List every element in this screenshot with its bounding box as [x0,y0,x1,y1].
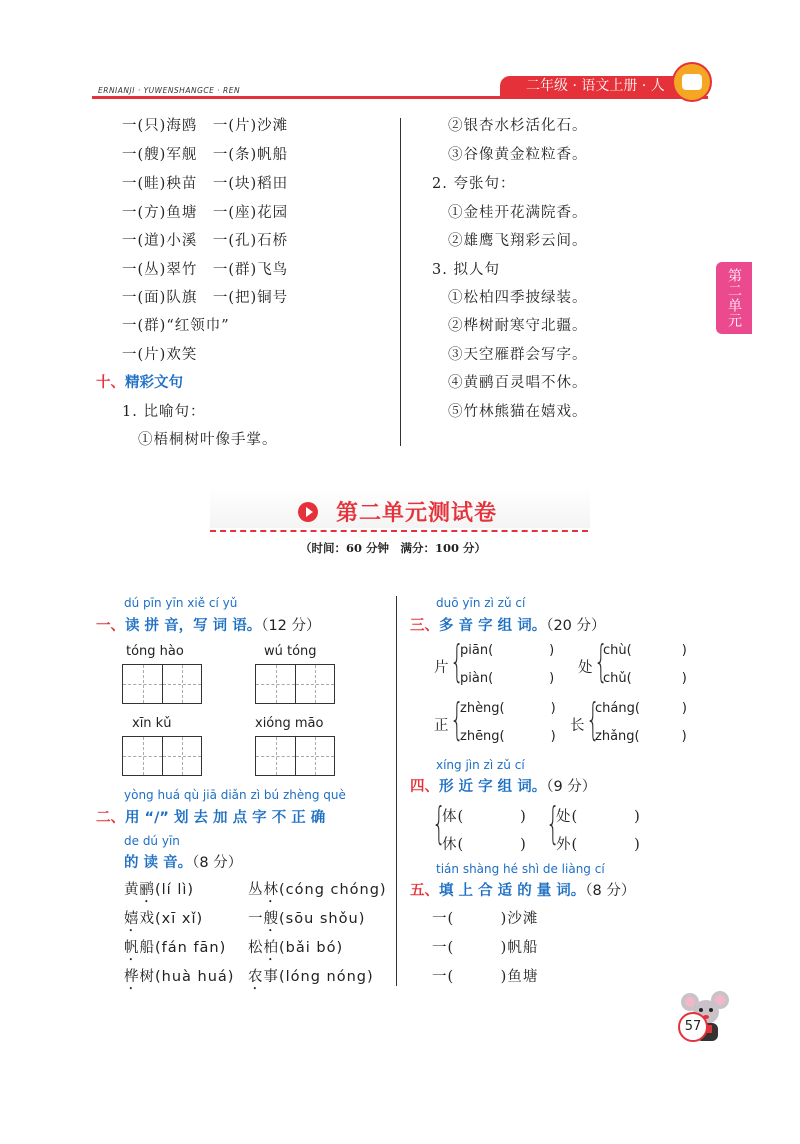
q3-reading[interactable]: zhēng( ) [460,729,556,744]
q2-item[interactable]: 松柏(bǎi bó) [248,940,344,956]
q2-score: （8 分） [192,855,243,871]
answer-line: ①梧桐树叶像手掌。 [138,432,278,448]
q2-item[interactable]: 黄鹂(lí lì) [124,882,195,898]
q2-number: 二、 [96,810,125,826]
brace-icon: { [546,798,560,849]
q3-char: 长 [570,718,586,734]
answer-line: 3. 拟人句 [432,262,500,278]
answer-line: ②雄鹰飞翔彩云间。 [448,233,588,249]
answer-line: ①松柏四季披绿装。 [448,290,588,306]
q4-item[interactable]: 处( ) [556,809,641,825]
q5-number: 五、 [410,883,439,899]
q2-pinyin: yòng huá qù jiā diǎn zì bú zhèng què [124,788,346,802]
q4-item[interactable]: 休( ) [442,837,527,853]
q3-reading[interactable]: chǔ( ) [603,671,687,686]
q1-score: （12 分） [261,618,321,634]
brace-icon: { [594,636,608,687]
answer-line: 一(道)小溪 一(孔)石桥 [122,233,289,249]
answer-line: ③天空雁群会写字。 [448,347,588,363]
q2-pinyin-line2: de dú yīn [124,834,180,848]
answer-line: ②桦树耐寒守北疆。 [448,318,588,334]
answer-line: 一(片)欢笑 [122,347,198,363]
q2-item[interactable]: 丛林(cóng chóng) [248,882,387,898]
q1-number: 一、 [96,618,125,634]
section-ten-heading [96,371,183,392]
q3-char: 正 [434,718,450,734]
answer-line: 一(方)鱼塘 一(座)花园 [122,205,289,221]
q3-pinyin: duō yīn zì zǔ cí [436,596,526,610]
test-subtitle: （时间：60 分钟 满分：100 分） [300,541,487,555]
brace-icon: { [586,694,600,745]
answer-line: 1. 比喻句： [122,404,206,420]
q1-word-pinyin: xīn kǔ [132,716,172,731]
q2-item[interactable]: 帆船(fán fān) [124,940,227,956]
q3-reading[interactable]: zhǎng( ) [595,729,687,744]
q4-score: （9 分） [546,779,597,795]
header-series-text: ERNIANJI · YUWENSHANGCE · REN [98,86,241,95]
q5-score: （8 分） [585,883,636,899]
logo-badge-icon [672,62,712,102]
q2-item[interactable]: 嬉戏(xī xǐ) [124,911,204,927]
q4-number: 四、 [410,779,439,795]
q5-item[interactable]: 一( )沙滩 [432,911,539,927]
answer-line: 一(艘)军舰 一(条)帆船 [122,147,289,163]
q3-reading[interactable]: piān( ) [460,643,555,658]
q4-heading [410,775,596,796]
brace-icon: { [432,798,446,849]
q3-title: 多 音 字 组 词。 [439,618,547,634]
answer-line: 一(群)“红领巾” [122,318,230,334]
q2-title: 用 “/” 划 去 加 点 字 不 正 确 [125,810,326,826]
header-grade-text: 二年级 · 语文上册 · 人 [526,78,665,94]
test-title: 第二单元测试卷 [336,500,498,526]
title-dashed-rule [210,530,588,532]
q3-reading[interactable]: chù( ) [603,643,687,658]
writing-grid[interactable] [122,736,202,776]
section-number: 十、 [96,375,125,391]
q4-title: 形 近 字 组 词。 [439,779,547,795]
header-rule [92,96,708,99]
q3-reading[interactable]: zhèng( ) [460,701,556,716]
q5-item[interactable]: 一( )帆船 [432,940,539,956]
brace-icon: { [450,636,464,687]
q2-heading [96,806,325,827]
q5-heading [410,879,635,900]
answer-line: ①金桂开花满院香。 [448,205,588,221]
brace-icon: { [450,694,464,745]
answer-line: 一(畦)秧苗 一(块)稻田 [122,176,289,192]
q3-number: 三、 [410,618,439,634]
q1-pinyin: dú pīn yīn xiě cí yǔ [124,596,238,610]
column-divider-lower [396,596,397,986]
q1-heading [96,614,321,635]
q4-item[interactable]: 外( ) [556,837,641,853]
answer-line: ③谷像黄金粒粒香。 [448,147,588,163]
q3-heading [410,614,606,635]
q5-pinyin: tián shàng hé shì de liàng cí [436,862,605,876]
writing-grid[interactable] [255,736,335,776]
q2-item[interactable]: 桦树(huà huá) [124,969,235,985]
q1-word-pinyin: wú tóng [264,644,317,659]
q4-pinyin: xíng jìn zì zǔ cí [436,758,525,772]
play-icon [298,502,318,522]
q1-word-pinyin: xióng māo [255,716,324,731]
writing-grid[interactable] [255,664,335,704]
answer-line: ②银杏水杉活化石。 [448,118,588,134]
column-divider [400,118,401,446]
section-title: 精彩文句 [125,375,183,391]
q5-item[interactable]: 一( )鱼塘 [432,969,539,985]
writing-grid[interactable] [122,664,202,704]
answer-line: 一(丛)翠竹 一(群)飞鸟 [122,262,289,278]
q1-title: 读 拼 音，写 词 语。 [125,618,262,634]
header-grade-band [500,76,700,96]
q3-reading[interactable]: piàn( ) [460,671,555,686]
answer-line: 一(面)队旗 一(把)铜号 [122,290,289,306]
q4-item[interactable]: 体( ) [442,809,527,825]
q3-reading[interactable]: cháng( ) [595,701,687,716]
answer-line: ④黄鹂百灵唱不休。 [448,375,588,391]
page-number: 57 [678,1012,708,1042]
answer-line: 一(只)海鸥 一(片)沙滩 [122,118,289,134]
q3-score: （20 分） [546,618,606,634]
q2-title-line2: 的 读 音。 [124,855,193,871]
answer-line: 2. 夸张句： [432,176,516,192]
q5-title: 填 上 合 适 的 量 词。 [439,883,586,899]
q2-item[interactable]: 一艘(sōu shǒu) [248,911,366,927]
unit-side-tab: 第二单元 [716,262,752,334]
q3-char: 处 [578,660,594,676]
q1-word-pinyin: tóng hào [126,644,184,659]
q2-item[interactable]: 农事(lóng nóng) [248,969,374,985]
q2-heading-line2 [124,851,242,872]
answer-line: ⑤竹林熊猫在嬉戏。 [448,404,588,420]
q3-char: 片 [434,660,450,676]
